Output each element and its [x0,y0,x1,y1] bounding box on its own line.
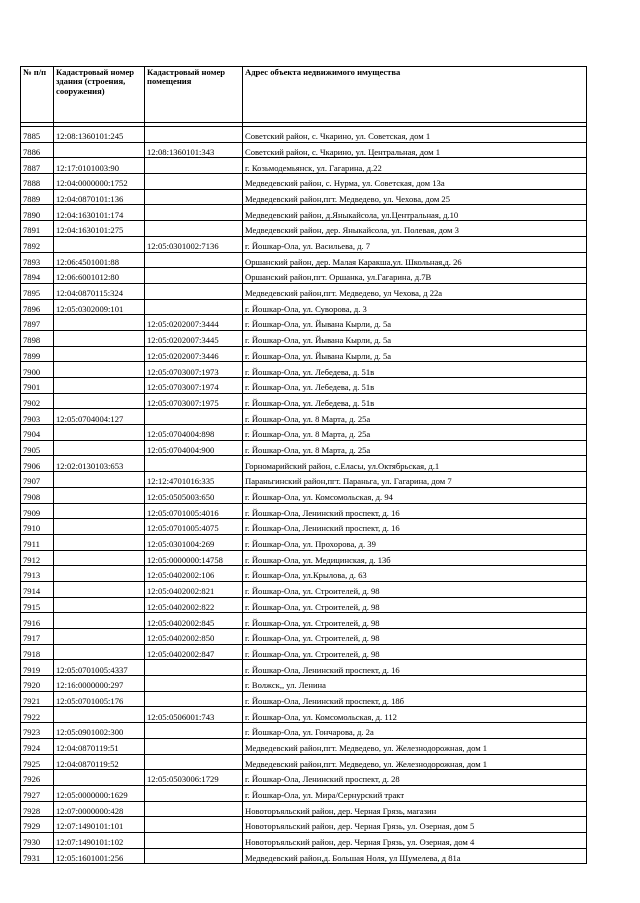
row-number-cell: 7900 [21,362,54,378]
premises-cadastral-cell: 12:05:0301004:269 [145,534,243,550]
row-number-cell: 7896 [21,299,54,315]
building-cadastral-cell: 12:07:1490101:102 [54,832,145,848]
row-number-cell: 7904 [21,425,54,441]
table-row [21,378,587,394]
table-row [21,299,587,315]
building-cadastral-cell [54,503,145,519]
premises-cadastral-cell: 12:05:0703007:1974 [145,378,243,394]
building-cadastral-cell [54,707,145,723]
building-cadastral-cell: 12:05:0901002:300 [54,723,145,739]
building-cadastral-cell: 12:04:0870101:136 [54,189,145,205]
table-header-row [21,67,587,123]
premises-cadastral-cell: 12:05:0202007:3446 [145,346,243,362]
table-row [21,550,587,566]
address-cell: Медведевский район,д. Большая Ноля, ул Шумелева, д 81а [243,848,587,864]
row-number-cell: 7918 [21,644,54,660]
premises-cadastral-cell [145,268,243,284]
table-row [21,283,587,299]
row-number-cell: 7886 [21,142,54,158]
building-cadastral-cell: 12:05:0704004:127 [54,409,145,425]
row-number-cell: 7928 [21,801,54,817]
building-cadastral-cell [54,644,145,660]
building-cadastral-cell [54,315,145,331]
table-row [21,785,587,801]
premises-cadastral-cell: 12:05:0402002:822 [145,597,243,613]
table-row [21,848,587,864]
table-row [21,660,587,676]
row-number-cell: 7915 [21,597,54,613]
premises-cadastral-cell: 12:05:0402002:845 [145,613,243,629]
table-row [21,487,587,503]
premises-cadastral-cell: 12:05:0000000:14758 [145,550,243,566]
building-cadastral-cell: 12:06:6001012:80 [54,268,145,284]
table-row [21,315,587,331]
building-cadastral-cell: 12:04:0870115:324 [54,283,145,299]
address-cell: Горномарийский район, с.Еласы, ул.Октябрьская, д.1 [243,456,587,472]
row-number-cell: 7898 [21,330,54,346]
address-cell: г. Йошкар-Ола, Ленинский проспект, д. 16 [243,519,587,535]
property-registry-table [20,66,587,864]
address-cell: г. Волжск,, ул. Ленина [243,676,587,692]
premises-cadastral-cell [145,754,243,770]
row-number-cell: 7906 [21,456,54,472]
row-number-cell: 7901 [21,378,54,394]
premises-cadastral-cell: 12:05:0704004:898 [145,425,243,441]
row-number-cell: 7912 [21,550,54,566]
address-cell: Медведевский район,пгт. Медведево, ул. Железнодорожная, дом 1 [243,738,587,754]
building-cadastral-cell [54,346,145,362]
row-number-cell: 7888 [21,174,54,190]
premises-cadastral-cell: 12:12:4701016:335 [145,472,243,488]
row-number-cell: 7929 [21,817,54,833]
building-cadastral-cell: 12:05:0000000:1629 [54,785,145,801]
premises-cadastral-cell: 12:05:0402002:847 [145,644,243,660]
premises-cadastral-cell [145,817,243,833]
building-cadastral-cell: 12:05:0701005:176 [54,691,145,707]
premises-cadastral-cell: 12:05:0703007:1973 [145,362,243,378]
table-row [21,330,587,346]
address-cell: г. Йошкар-Ола, ул. Мира/Сернурский тракт [243,785,587,801]
table-row [21,566,587,582]
building-cadastral-cell: 12:04:0870119:52 [54,754,145,770]
building-cadastral-cell [54,236,145,252]
building-cadastral-cell: 12:17:0101003:90 [54,158,145,174]
building-cadastral-cell [54,629,145,645]
row-number-cell: 7914 [21,581,54,597]
premises-cadastral-cell [145,409,243,425]
address-cell: Медведевский район, дер. Яныкайсола, ул. Полевая, дом 3 [243,221,587,237]
row-number-cell: 7891 [21,221,54,237]
address-cell: г. Йошкар-Ола, ул. 8 Марта, д. 25а [243,425,587,441]
address-cell: г. Йошкар-Ола, ул. Медицинская, д. 13б [243,550,587,566]
header-address: Адрес объекта недвижимого имущества [243,67,587,123]
table-row [21,801,587,817]
row-number-cell: 7917 [21,629,54,645]
row-number-cell: 7907 [21,472,54,488]
table-row [21,472,587,488]
row-number-cell: 7887 [21,158,54,174]
address-cell: Оршанский район, дер. Малая Каракша,ул. Школьная,д. 26 [243,252,587,268]
building-cadastral-cell: 12:08:1360101:245 [54,127,145,143]
table-row [21,127,587,143]
row-number-cell: 7926 [21,770,54,786]
row-number-cell: 7913 [21,566,54,582]
address-cell: г. Йошкар-Ола, ул. Строителей, д. 98 [243,613,587,629]
premises-cadastral-cell [145,848,243,864]
premises-cadastral-cell [145,785,243,801]
premises-cadastral-cell: 12:05:0704004:900 [145,440,243,456]
premises-cadastral-cell [145,801,243,817]
table-row [21,189,587,205]
table-row [21,723,587,739]
table-row [21,581,587,597]
address-cell: Новоторъяльский район, дер. Черная Грязь, ул. Озерная, дом 5 [243,817,587,833]
building-cadastral-cell: 12:07:1490101:101 [54,817,145,833]
premises-cadastral-cell [145,221,243,237]
table-row [21,205,587,221]
row-number-cell: 7889 [21,189,54,205]
premises-cadastral-cell [145,127,243,143]
table-body [21,127,587,864]
table-row [21,832,587,848]
row-number-cell: 7931 [21,848,54,864]
premises-cadastral-cell: 12:05:0503006:1729 [145,770,243,786]
address-cell: г. Йошкар-Ола, ул. 8 Марта, д. 25а [243,409,587,425]
address-cell: г. Йошкар-Ола, ул. Лебедева, д. 51в [243,362,587,378]
address-cell: г. Йошкар-Ола, ул. Строителей, д. 98 [243,597,587,613]
row-number-cell: 7925 [21,754,54,770]
address-cell: г. Йошкар-Ола, Ленинский проспект, д. 28 [243,770,587,786]
building-cadastral-cell: 12:04:1630101:275 [54,221,145,237]
premises-cadastral-cell [145,299,243,315]
row-number-cell: 7909 [21,503,54,519]
row-number-cell: 7897 [21,315,54,331]
address-cell: Новоторъяльский район, дер. Черная Грязь, ул. Озерная, дом 4 [243,832,587,848]
row-number-cell: 7892 [21,236,54,252]
table-row [21,534,587,550]
table-row [21,142,587,158]
building-cadastral-cell [54,440,145,456]
building-cadastral-cell: 12:04:0870119:51 [54,738,145,754]
building-cadastral-cell: 12:04:0000000:1752 [54,174,145,190]
premises-cadastral-cell [145,456,243,472]
row-number-cell: 7894 [21,268,54,284]
address-cell: г. Йошкар-Ола, ул. Йывана Кырли, д. 5а [243,315,587,331]
table-row [21,425,587,441]
table-row [21,174,587,190]
address-cell: Медведевский район,пгт. Медведево, ул. Железнодорожная, дом 1 [243,754,587,770]
table-row [21,346,587,362]
premises-cadastral-cell: 12:05:0402002:106 [145,566,243,582]
premises-cadastral-cell: 12:05:0402002:821 [145,581,243,597]
address-cell: г. Йошкар-Ола, ул. Васильева, д. 7 [243,236,587,252]
address-cell: Медведевский район,пгт. Медведево, ул Чехова, д 22а [243,283,587,299]
table-row [21,393,587,409]
table-row [21,158,587,174]
table-row [21,613,587,629]
premises-cadastral-cell [145,660,243,676]
row-number-cell: 7923 [21,723,54,739]
row-number-cell: 7903 [21,409,54,425]
table-row [21,691,587,707]
address-cell: Медведевский район, д.Яныкайсола, ул.Центральная, д.10 [243,205,587,221]
table-row [21,629,587,645]
table-row [21,754,587,770]
address-cell: г. Йошкар-Ола, ул. Строителей, д. 98 [243,644,587,660]
building-cadastral-cell: 12:16:0000000:297 [54,676,145,692]
table-row [21,236,587,252]
row-number-cell: 7916 [21,613,54,629]
table-row [21,738,587,754]
address-cell: г. Йошкар-Ола, ул. Лебедева, д. 51в [243,378,587,394]
building-cadastral-cell [54,597,145,613]
building-cadastral-cell: 12:07:0000000:428 [54,801,145,817]
premises-cadastral-cell: 12:05:0202007:3444 [145,315,243,331]
building-cadastral-cell: 12:05:0302009:101 [54,299,145,315]
row-number-cell: 7885 [21,127,54,143]
premises-cadastral-cell: 12:08:1360101:343 [145,142,243,158]
building-cadastral-cell [54,550,145,566]
building-cadastral-cell [54,770,145,786]
building-cadastral-cell [54,393,145,409]
address-cell: г. Йошкар-Ола, Ленинский проспект, д. 16 [243,660,587,676]
row-number-cell: 7895 [21,283,54,299]
premises-cadastral-cell: 12:05:0701005:4075 [145,519,243,535]
table-row [21,409,587,425]
header-building-cadastral: Кадастровый номер здания (строения, сооружения) [54,67,145,123]
building-cadastral-cell: 12:05:1601001:256 [54,848,145,864]
table-row [21,817,587,833]
address-cell: г. Йошкар-Ола, ул. Строителей, д. 98 [243,581,587,597]
building-cadastral-cell: 12:05:0701005:4337 [54,660,145,676]
premises-cadastral-cell: 12:05:0703007:1975 [145,393,243,409]
row-number-cell: 7890 [21,205,54,221]
building-cadastral-cell [54,378,145,394]
row-number-cell: 7920 [21,676,54,692]
row-number-cell: 7927 [21,785,54,801]
table-row [21,440,587,456]
address-cell: г. Йошкар-Ола, ул. Прохорова, д. 39 [243,534,587,550]
address-cell: г. Йошкар-Ола, ул. Йывана Кырли, д. 5а [243,346,587,362]
address-cell: г. Йошкар-Ола, ул. 8 Марта, д. 25а [243,440,587,456]
premises-cadastral-cell [145,723,243,739]
table-row [21,268,587,284]
building-cadastral-cell [54,472,145,488]
address-cell: Медведевский район,пгт. Медведево, ул. Чехова, дом 25 [243,189,587,205]
address-cell: Оршанский район,пгт. Оршанка, ул.Гагарина, д.7В [243,268,587,284]
premises-cadastral-cell: 12:05:0301002:7136 [145,236,243,252]
table-row [21,707,587,723]
row-number-cell: 7922 [21,707,54,723]
premises-cadastral-cell: 12:05:0701005:4016 [145,503,243,519]
premises-cadastral-cell [145,189,243,205]
address-cell: Советский район, с. Чкарино, ул. Центральная, дом 1 [243,142,587,158]
premises-cadastral-cell: 12:05:0506001:743 [145,707,243,723]
premises-cadastral-cell [145,738,243,754]
row-number-cell: 7930 [21,832,54,848]
building-cadastral-cell [54,142,145,158]
address-cell: г. Йошкар-Ола, Ленинский проспект, д. 16 [243,503,587,519]
row-number-cell: 7919 [21,660,54,676]
building-cadastral-cell [54,487,145,503]
row-number-cell: 7911 [21,534,54,550]
address-cell: г. Йошкар-Ола, ул. Комсомольская, д. 94 [243,487,587,503]
address-cell: Медведевский район, с. Нурма, ул. Советская, дом 13а [243,174,587,190]
address-cell: г. Йошкар-Ола, ул. Лебедева, д. 51в [243,393,587,409]
building-cadastral-cell [54,330,145,346]
table-row [21,221,587,237]
premises-cadastral-cell [145,158,243,174]
premises-cadastral-cell: 12:05:0202007:3445 [145,330,243,346]
premises-cadastral-cell [145,174,243,190]
building-cadastral-cell [54,425,145,441]
building-cadastral-cell [54,613,145,629]
premises-cadastral-cell: 12:05:0505003:650 [145,487,243,503]
table-row [21,770,587,786]
address-cell: г. Йошкар-Ола, ул.Крылова, д. 63 [243,566,587,582]
header-number: № п/п [21,67,54,123]
building-cadastral-cell [54,534,145,550]
building-cadastral-cell: 12:06:4501001:88 [54,252,145,268]
address-cell: Советский район, с. Чкарино, ул. Советская, дом 1 [243,127,587,143]
table-row [21,676,587,692]
header-premises-cadastral: Кадастровый номер помещения [145,67,243,123]
premises-cadastral-cell [145,676,243,692]
address-cell: г. Йошкар-Ола, ул. Йывана Кырли, д. 5а [243,330,587,346]
building-cadastral-cell [54,566,145,582]
address-cell: Параньгинский район,пгт. Параньга, ул. Гагарина, дом 7 [243,472,587,488]
building-cadastral-cell [54,581,145,597]
row-number-cell: 7924 [21,738,54,754]
row-number-cell: 7893 [21,252,54,268]
table-row [21,252,587,268]
row-number-cell: 7902 [21,393,54,409]
premises-cadastral-cell [145,832,243,848]
row-number-cell: 7905 [21,440,54,456]
table-row [21,503,587,519]
table-row [21,644,587,660]
address-cell: г. Йошкар-Ола, ул. Суворова, д. 3 [243,299,587,315]
table-row [21,519,587,535]
building-cadastral-cell [54,519,145,535]
address-cell: г. Йошкар-Ола, ул. Строителей, д. 98 [243,629,587,645]
premises-cadastral-cell [145,283,243,299]
address-cell: г. Йошкар-Ола, ул. Комсомольская, д. 112 [243,707,587,723]
table-row [21,362,587,378]
row-number-cell: 7921 [21,691,54,707]
row-number-cell: 7899 [21,346,54,362]
address-cell: г. Козьмодемьянск, ул. Гагарина, д.22 [243,158,587,174]
table-row [21,597,587,613]
building-cadastral-cell [54,362,145,378]
building-cadastral-cell: 12:02:0130103:653 [54,456,145,472]
address-cell: г. Йошкар-Ола, ул. Гончарова, д. 2а [243,723,587,739]
premises-cadastral-cell [145,252,243,268]
premises-cadastral-cell [145,205,243,221]
row-number-cell: 7910 [21,519,54,535]
building-cadastral-cell: 12:04:1630101:174 [54,205,145,221]
row-number-cell: 7908 [21,487,54,503]
address-cell: Новоторъяльский район, дер. Черная Грязь, магазин [243,801,587,817]
premises-cadastral-cell: 12:05:0402002:850 [145,629,243,645]
table-row [21,456,587,472]
address-cell: г. Йошкар-Ола, Ленинский проспект, д. 18б [243,691,587,707]
premises-cadastral-cell [145,691,243,707]
